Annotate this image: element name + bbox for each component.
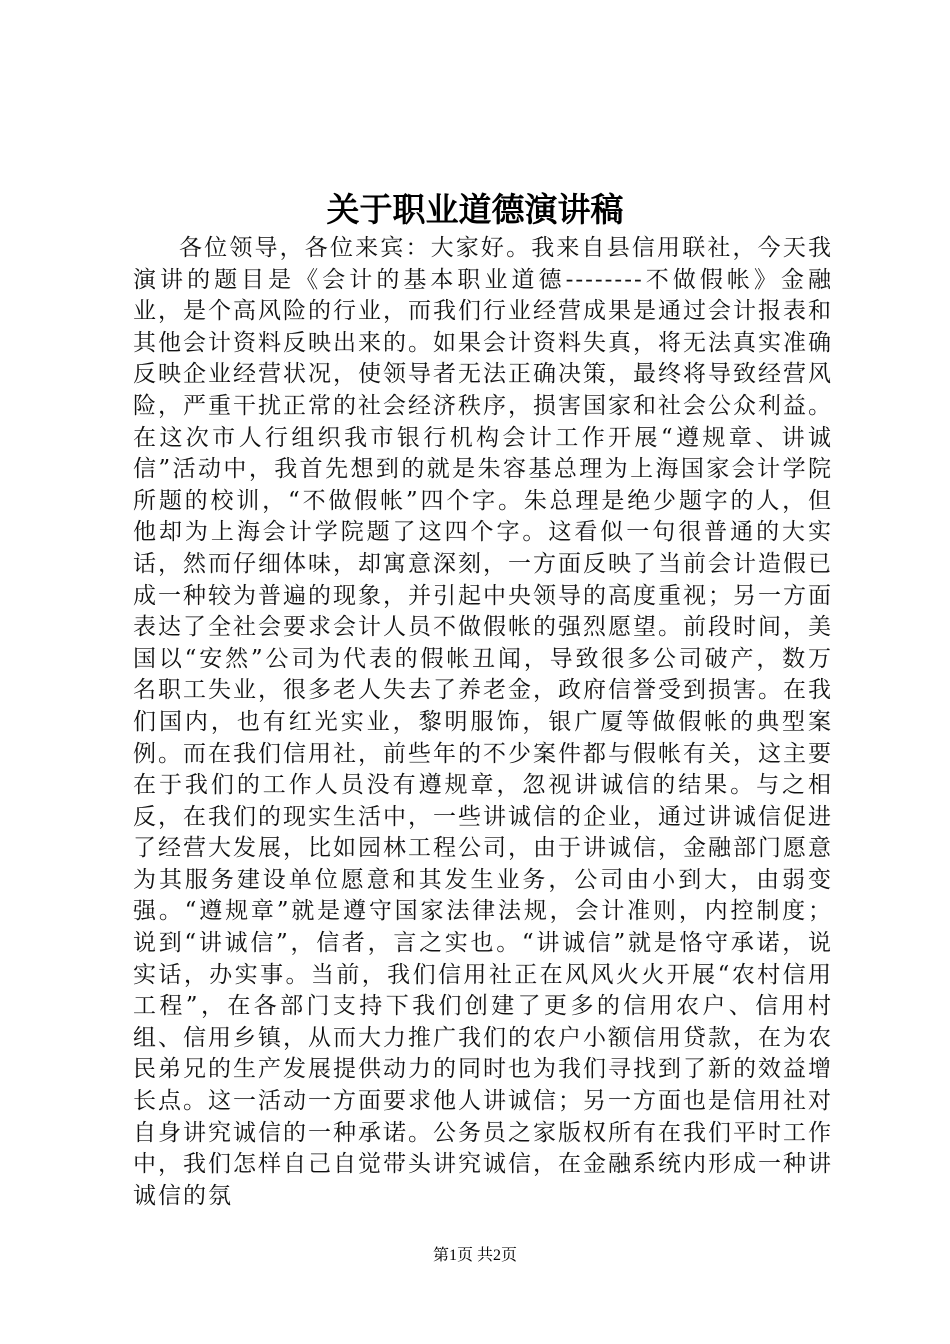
document-title: 关于职业道德演讲稿 [326, 190, 624, 229]
document-body-paragraph: 各位领导，各位来宾：大家好。我来自县信用联社，今天我演讲的题目是《会计的基本职业道德--------不做假帐》金融业，是个高风险的行业，而我们行业经营成果是通过会计报表和其他会计资料反映出来的。如果会计资料失真，将无法真实准确反映企业经营状况，使领导者无法正确决策，最终将导致经营风险，严重干扰正常的社会经济秩序，损害国家和社会公众利益。在这次市人行组织我市银行机构会计工作开展“遵规章、讲诚信”活动中，我首先想到的就是朱容基总理为上海国家会计学院所题的校训，“不做假帐”四个字。朱总理是绝少题字的人，但他却为上海会计学院题了这四个字。这看似一句很普通的大实话，然而仔细体味，却寓意深刻，一方面反映了当前会计造假已成一种较为普遍的现象，并引起中央领导的高度重视；另一方面表达了全社会要求会计人员不做假帐的强烈愿望。前段时间，美国以“安然”公司为代表的假帐丑闻，导致很多公司破产，数万名职工失业，很多老人失去了养老金，政府信誉受到损害。在我们国内，也有红光实业，黎明服饰，银广厦等做假帐的典型案例。而在我们信用社，前些年的不少案件都与假帐有关，这主要在于我们的工作人员没有遵规章，忽视讲诚信的结果。与之相反，在我们的现实生活中，一些讲诚信的企业，通过讲诚信促进了经营大发展，比如园林工程公司，由于讲诚信，金融部门愿意为其服务建设单位愿意和其发生业务，公司由小到大，由弱变强。“遵规章”就是遵守国家法律法规，会计准则，内控制度；说到“讲诚信”，信者，言之实也。“讲诚信”就是恪守承诺，说实话，办实事。当前，我们信用社正在风风火火开展“农村信用工程”，在各部门支持下我们创建了更多的信用农户、信用村组、信用乡镇，从而大力推广我们的农户小额信用贷款，在为农民弟兄的生产发展提供动力的同时也为我们寻找到了新的效益增长点。这一活动一方面要求他人讲诚信；另一方面也是信用社对自身讲究诚信的一种承诺。公务员之家版权所有在我们平时工作中，我们怎样自己自觉带头讲究诚信，在金融系统内形成一种讲诚信的氛 [133, 235, 833, 1209]
page-number-footer: 第1页 共2页 [432, 1247, 517, 1264]
